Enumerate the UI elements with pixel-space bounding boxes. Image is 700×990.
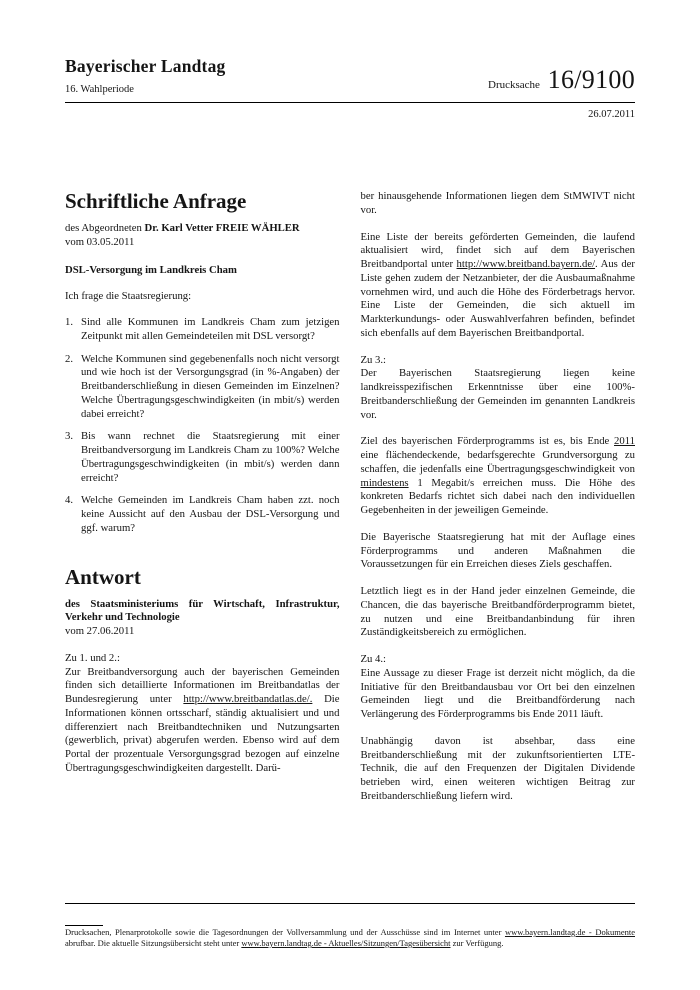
paragraph-lte: Unabhängig davon ist absehbar, dass eine Breitbanderschließung mit der zukunftsorientierten LTE-Technik, die auf den Frequenzen der Digitalen Dividende betrieben wird, einen weiteren wichtigen Beitrag zur Breitbanderschließung liefern wird. xyxy=(360,734,635,802)
ziel-text-b: eine flächendeckende, bedarfsgerechte Grundversorgung zu schaffen, die jedenfalls eine Übertragungsgeschwindigkeit von xyxy=(360,449,635,475)
ministry-line: des Staatsministeriums für Wirtschaft, Infrastruktur, Verkehr und Technologie xyxy=(65,597,340,624)
drucksache-line xyxy=(488,65,635,95)
masthead-left xyxy=(65,56,226,95)
page-footer xyxy=(65,903,635,949)
byline xyxy=(65,222,340,250)
zu-1-2-text-before: Zur Breitbandversorgung auch der bayerischen Gemeinden finden sich detaillierte Informationen im Breitbandatlas der Bundesregierung unter xyxy=(65,665,340,706)
anfrage-title: Schriftliche Anfrage xyxy=(65,189,247,213)
question-item xyxy=(65,316,340,344)
question-text: Welche Gemeinden im Landkreis Cham haben zzt. noch keine Aussicht auf den Ausbau der DSL-Versorgung und ggf. warum? xyxy=(81,494,340,534)
org-name: Bayerischer Landtag xyxy=(65,56,226,76)
paragraph-foerderprogramm-ziel xyxy=(361,435,636,518)
document-body xyxy=(65,190,635,804)
intro-line: Ich frage die Staatsregierung: xyxy=(65,290,192,303)
right-column xyxy=(361,190,636,804)
antwort-title: Antwort xyxy=(65,564,141,589)
question-item xyxy=(65,494,340,535)
document-date: 26.07.2011 xyxy=(588,109,635,120)
question-number: 3. xyxy=(65,430,74,443)
question-number: 1. xyxy=(65,316,74,329)
question-text: Welche Kommunen sind gegebenenfalls noch nicht versorgt und wie hoch ist der Versorgungsgrad (in %-Angaben) der Breitbanderschließung in diesen Gemeinden im Einzelnen? Welche Übertragungsgeschwindigkeiten (in mbit/s) werden dabei erreicht? xyxy=(81,352,340,420)
zu-1-2-paragraph xyxy=(65,666,340,776)
foerderliste-text-before: Eine Liste der bereits geförderten Gemeinden, die laufend aktualisiert wird, findet sich auf dem Bayerischen Breitbandportal unter xyxy=(360,230,635,270)
paragraph-voraussetzungen: Die Bayerische Staatsregierung hat mit der Auflage eines Förderprogramms und anderen Maßnahmen die Voraussetzungen für ein Erreichen dieses Ziels geschaffen. xyxy=(360,530,635,571)
breitband-bayern-link[interactable]: http://www.breitband.bayern.de/ xyxy=(456,258,596,270)
zu-3-paragraph: Der Bayerischen Staatsregierung liegen keine landkreisspezifischen Erkenntnisse über eine 100%-Breitbanderschließung der Gemeinden im genannten Landkreis vor. xyxy=(360,367,635,421)
footer-text-after: zur Verfügung. xyxy=(450,938,504,949)
ziel-text-a: Ziel des bayerischen Förderprogramms ist es, bis Ende xyxy=(360,435,615,448)
zu-4-paragraph: Eine Aussage zu dieser Frage ist derzeit nicht möglich, da die Initiative für den Breitbandausbau vor Ort bei den einzelnen Gemeinden liegt und die Breitbandförderung nach Verlängerung des Förderprogramms bis Ende 2011 läuft. xyxy=(360,666,635,720)
question-text: Bis wann rechnet die Staatsregierung mit einer Breitbandversorgung im Landkreis Cham zu 100%? Welche Übertragungsgeschwindigkeiten (in mbit/s) werden dann erreicht? xyxy=(81,430,340,484)
footer-text xyxy=(65,927,635,949)
left-column xyxy=(65,190,340,804)
ziel-underline-mindestens: mindestens xyxy=(360,476,409,489)
footer-rule xyxy=(65,903,635,904)
question-item xyxy=(65,430,340,485)
zu-4-heading: Zu 4.: xyxy=(360,653,387,665)
masthead xyxy=(65,56,635,95)
zu-1-2-text-after: Die Informationen können ortsscharf, ständig aktualisiert und und differenziert nach Breitbandtechniken und Nutzungsarten (gewerblich, privat) abgerufen werden. Ebenso wird auf dem Portal der prozentuale Versorgungsgrad bezogen auf einzelne Übertragungsgeschwindigkeiten dargestellt. Darü- xyxy=(65,693,340,774)
foerderliste-text-after: . Aus der Liste gehen zudem der Netzanbieter, der die Ausbaumaßnahme vornehmen wird, und auch die Höhe des Förderbetrags hervor. Eine Liste der Gemeinden, die sich aktuell im Markterkundungs- oder Auswahlverfahren befinden, befindet sich ebenfalls auf dem Bayerischen Breitbandportal. xyxy=(360,258,635,339)
paragraph-stmwivt: ber hinausgehende Informationen liegen dem StMWIVT nicht vor. xyxy=(360,190,635,216)
paragraph-gemeinde-chancen: Letztlich liegt es in der Hand jeder einzelnen Gemeinde, die Chancen, die das bayerische Breitbandförderprogramm bietet, zu nutzen und eine Breitbandanbindung für ihren Zuständigkeitsbereich zu ermöglichen. xyxy=(360,585,635,639)
wahlperiode: 16. Wahlperiode xyxy=(65,84,134,95)
zu-3-heading: Zu 3.: xyxy=(360,353,387,366)
footnote-rule xyxy=(65,925,103,926)
ziel-underline-2011: 2011 xyxy=(614,435,635,448)
drucksache-number: 16/9100 xyxy=(547,65,635,94)
question-number: 4. xyxy=(65,494,74,507)
question-number: 2. xyxy=(65,352,74,365)
question-list xyxy=(65,316,340,536)
question-text: Sind alle Kommunen im Landkreis Cham zum jetzigen Zeitpunkt mit allen Gemeindeteilen mit DSL versorgt? xyxy=(81,316,340,342)
ziel-text-c: 1 Megabit/s erreichen muss. Die Höhe des konkreten Bedarfs richtet sich dabei nach den individuellen Gegebenheiten in der jeweiligen Gemeinde. xyxy=(360,476,635,516)
byline-name: Dr. Karl Vetter FREIE WÄHLER xyxy=(144,222,300,235)
answer-date: vom 27.06.2011 xyxy=(65,625,135,638)
breitbandatlas-link[interactable]: http://www.breitbandatlas.de/. xyxy=(183,693,313,706)
footer-link-tagesuebersicht[interactable]: www.bayern.landtag.de - Aktuelles/Sitzungen/Tagesübersicht xyxy=(241,938,451,949)
header-rule xyxy=(65,102,635,103)
byline-prefix: des Abgeordneten xyxy=(65,222,145,235)
subject-line: DSL-Versorgung im Landkreis Cham xyxy=(65,263,237,276)
zu-1-2-heading: Zu 1. und 2.: xyxy=(65,651,120,664)
footer-text-middle: abrufbar. Die aktuelle Sitzungsübersicht steht unter xyxy=(65,938,242,949)
byline-date: vom 03.05.2011 xyxy=(65,235,135,248)
drucksache-label: Drucksache xyxy=(488,79,540,91)
footer-link-dokumente[interactable]: www.bayern.landtag.de - Dokumente xyxy=(504,927,635,937)
paragraph-foerderliste xyxy=(361,231,636,341)
footer-text-before: Drucksachen, Plenarprotokolle sowie die Tagesordnungen der Vollversammlung und der Ausschüsse sind im Internet unter xyxy=(65,927,505,937)
question-item xyxy=(65,353,340,422)
